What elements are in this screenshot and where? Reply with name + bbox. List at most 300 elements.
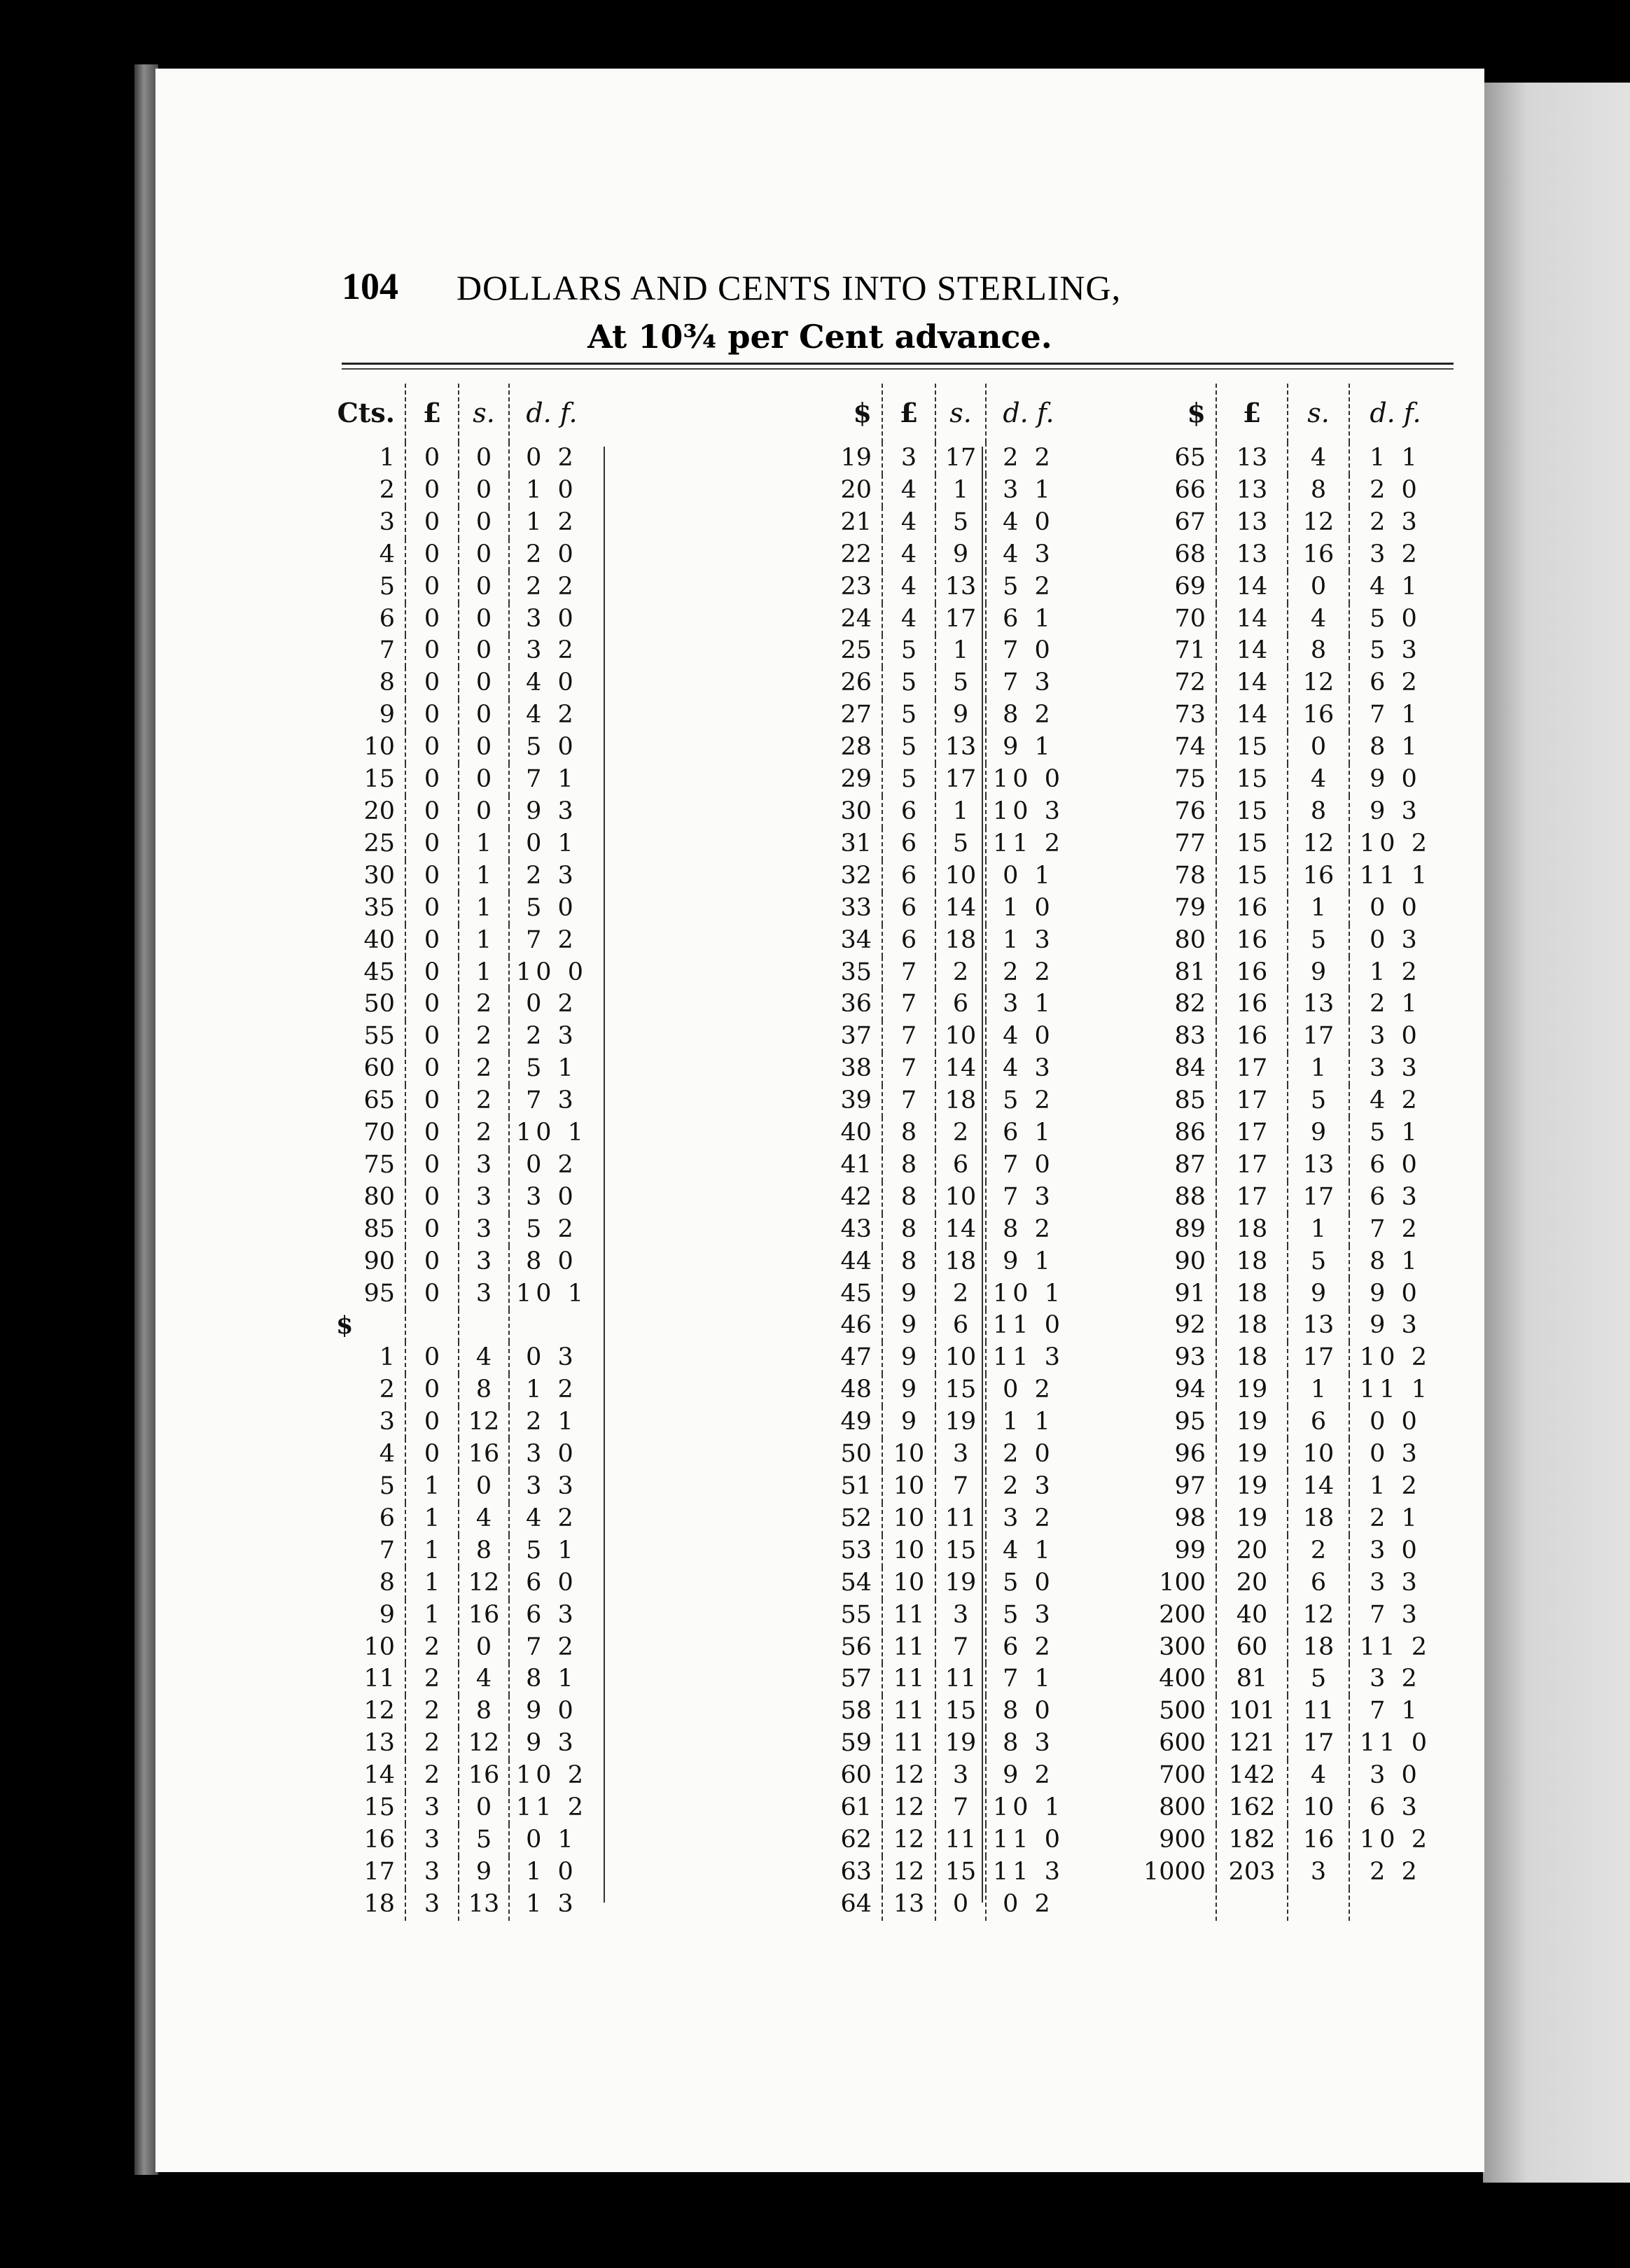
- pence-farthings-cell: 0 0: [1349, 1406, 1441, 1438]
- table-row: [330, 571, 594, 603]
- amount-cell: 17: [363, 1857, 395, 1886]
- shillings-cell: 15: [935, 1535, 986, 1567]
- table-row: [803, 571, 1071, 603]
- pence-farthings-cell: 2 2: [509, 571, 594, 603]
- amount-cell: 80: [363, 1182, 395, 1211]
- shillings-cell: 18: [935, 1085, 986, 1117]
- table-row: [1122, 1632, 1441, 1664]
- pence-farthings-cell: 5 3: [986, 1600, 1071, 1632]
- table-row: [330, 442, 594, 475]
- amount-cell: 34: [840, 925, 872, 954]
- column-header: d. f.: [509, 384, 594, 442]
- pence-farthings-cell: 4 1: [986, 1535, 1071, 1567]
- shillings-cell: 16: [459, 1600, 509, 1632]
- amount-cell: 41: [840, 1150, 872, 1179]
- pounds-cell: 8: [882, 1182, 935, 1214]
- table-row: [1122, 442, 1441, 475]
- shillings-cell: 1: [1288, 892, 1349, 925]
- amount-cell: 100: [1159, 1568, 1206, 1597]
- shillings-cell: 16: [1288, 1824, 1349, 1856]
- table-row: [803, 1085, 1071, 1117]
- shillings-cell: 0: [459, 732, 509, 764]
- table-row: [1122, 539, 1441, 571]
- shillings-cell: 17: [1288, 1728, 1349, 1760]
- table-row: [330, 860, 594, 892]
- shillings-cell: 1: [459, 860, 509, 892]
- pounds-cell: 11: [882, 1728, 935, 1760]
- column-header: $: [1187, 397, 1206, 428]
- pounds-cell: 12: [882, 1792, 935, 1824]
- amount-cell: 19: [840, 444, 872, 472]
- pounds-cell: 10: [882, 1503, 935, 1535]
- table-row: [330, 1246, 594, 1278]
- pounds-cell: 203: [1216, 1856, 1288, 1889]
- table-row: [1122, 1856, 1441, 1889]
- shillings-cell: 2: [459, 988, 509, 1021]
- shillings-cell: 19: [935, 1406, 986, 1438]
- pounds-cell: 0: [405, 1021, 459, 1053]
- column-header: s.: [1288, 384, 1349, 442]
- shillings-cell: 7: [935, 1792, 986, 1824]
- header-rule-thin: [342, 368, 1454, 370]
- amount-cell: 10: [363, 733, 395, 762]
- amount-cell: 87: [1174, 1150, 1206, 1179]
- table-row: [803, 699, 1071, 732]
- table-row: [803, 1182, 1071, 1214]
- table-row: [330, 1632, 594, 1664]
- table-row: [330, 1535, 594, 1567]
- shillings-cell: 10: [1288, 1438, 1349, 1471]
- pence-farthings-cell: 8 2: [986, 1214, 1071, 1246]
- shillings-cell: 16: [1288, 539, 1349, 571]
- shillings-cell: 6: [935, 988, 986, 1021]
- amount-cell: 61: [840, 1793, 872, 1822]
- pounds-cell: 4: [882, 571, 935, 603]
- shillings-cell: 3: [459, 1182, 509, 1214]
- shillings-cell: 11: [1288, 1695, 1349, 1728]
- pence-farthings-cell: 6 0: [509, 1567, 594, 1600]
- amount-cell: 83: [1174, 1022, 1206, 1051]
- pounds-cell: 4: [882, 603, 935, 636]
- pence-farthings-cell: 1 3: [509, 1889, 594, 1921]
- table-row: [803, 539, 1071, 571]
- table-row: [330, 1824, 594, 1856]
- pounds-cell: 5: [882, 667, 935, 699]
- pounds-cell: 0: [405, 764, 459, 796]
- table-row: [1122, 957, 1441, 989]
- amount-cell: 73: [1174, 701, 1206, 729]
- pounds-cell: 13: [1216, 475, 1288, 507]
- table-row: [803, 1214, 1071, 1246]
- column-divider: [604, 447, 605, 1903]
- pounds-cell: 2: [405, 1760, 459, 1792]
- amount-cell: 700: [1159, 1761, 1206, 1790]
- shillings-cell: 12: [1288, 507, 1349, 539]
- table-row: [803, 1856, 1071, 1889]
- amount-cell: 49: [840, 1408, 872, 1436]
- pounds-cell: 16: [1216, 892, 1288, 925]
- pounds-cell: 16: [1216, 988, 1288, 1021]
- amount-cell: 66: [1174, 475, 1206, 504]
- amount-cell: 59: [840, 1729, 872, 1758]
- amount-cell: 84: [1174, 1054, 1206, 1083]
- pence-farthings-cell: 4 1: [1349, 571, 1441, 603]
- pence-farthings-cell: 11 2: [986, 828, 1071, 860]
- shillings-cell: 1: [935, 796, 986, 828]
- page-subtitle: At 10¾ per Cent advance.: [587, 318, 1052, 356]
- shillings-cell: 8: [1288, 796, 1349, 828]
- table-row: [803, 1053, 1071, 1085]
- amount-cell: 900: [1159, 1825, 1206, 1854]
- table-row: [1122, 1278, 1441, 1310]
- shillings-cell: 0: [1288, 571, 1349, 603]
- table-row: [330, 1021, 594, 1053]
- pence-farthings-cell: 9 1: [986, 732, 1071, 764]
- table-row: [1122, 1149, 1441, 1182]
- table-row: [1122, 1214, 1441, 1246]
- pounds-cell: 3: [405, 1889, 459, 1921]
- pounds-cell: 0: [405, 475, 459, 507]
- pounds-cell: 8: [882, 1149, 935, 1182]
- pounds-cell: 101: [1216, 1695, 1288, 1728]
- pence-farthings-cell: 3 1: [986, 475, 1071, 507]
- amount-cell: 95: [1174, 1408, 1206, 1436]
- amount-cell: 12: [363, 1697, 395, 1726]
- table-row: [330, 1792, 594, 1824]
- pence-farthings-cell: 7 1: [509, 764, 594, 796]
- pounds-cell: 9: [882, 1406, 935, 1438]
- column-header: £: [882, 384, 935, 442]
- pence-farthings-cell: 2 1: [509, 1406, 594, 1438]
- pence-farthings-cell: 2 1: [1349, 988, 1441, 1021]
- pounds-cell: 7: [882, 1053, 935, 1085]
- pounds-cell: 12: [882, 1856, 935, 1889]
- amount-cell: 14: [363, 1761, 395, 1790]
- pounds-cell: 0: [405, 571, 459, 603]
- pounds-cell: 0: [405, 828, 459, 860]
- table-row: [330, 1085, 594, 1117]
- pence-farthings-cell: 1 1: [986, 1406, 1071, 1438]
- pounds-cell: 20: [1216, 1567, 1288, 1600]
- shillings-cell: 2: [935, 1278, 986, 1310]
- table-row: [803, 925, 1071, 957]
- pence-farthings-cell: 10 3: [986, 796, 1071, 828]
- pence-farthings-cell: 7 0: [986, 1149, 1071, 1182]
- shillings-cell: 2: [935, 1117, 986, 1149]
- amount-cell: 45: [840, 1279, 872, 1308]
- amount-cell: 93: [1174, 1343, 1206, 1372]
- amount-cell: 38: [840, 1054, 872, 1083]
- shillings-cell: 13: [935, 571, 986, 603]
- pounds-cell: 18: [1216, 1342, 1288, 1374]
- amount-cell: 7: [379, 1536, 395, 1564]
- pounds-cell: 0: [405, 667, 459, 699]
- amount-cell: 800: [1159, 1793, 1206, 1822]
- shillings-cell: 13: [935, 732, 986, 764]
- pounds-cell: 0: [405, 1214, 459, 1246]
- amount-cell: 16: [363, 1825, 395, 1854]
- pence-farthings-cell: 4 2: [509, 1503, 594, 1535]
- pence-farthings-cell: 7 1: [986, 1663, 1071, 1695]
- table-row: [1122, 1310, 1441, 1342]
- table-row: [803, 764, 1071, 796]
- table-row: [1122, 1471, 1441, 1503]
- shillings-cell: 0: [459, 699, 509, 732]
- shillings-cell: 16: [459, 1438, 509, 1471]
- amount-cell: 25: [840, 636, 872, 665]
- pounds-cell: 1: [405, 1471, 459, 1503]
- pounds-cell: 19: [1216, 1503, 1288, 1535]
- pence-farthings-cell: 8 1: [1349, 732, 1441, 764]
- shillings-cell: 5: [935, 828, 986, 860]
- pounds-cell: 15: [1216, 860, 1288, 892]
- pounds-cell: 6: [882, 892, 935, 925]
- pounds-cell: 60: [1216, 1632, 1288, 1664]
- shillings-cell: 5: [1288, 925, 1349, 957]
- table-row: [330, 603, 594, 636]
- amount-cell: 15: [363, 765, 395, 794]
- pounds-cell: 182: [1216, 1824, 1288, 1856]
- table-row: [1122, 1342, 1441, 1374]
- pounds-cell: 15: [1216, 732, 1288, 764]
- table-row: [330, 475, 594, 507]
- table-row: [803, 988, 1071, 1021]
- table-row: [330, 1856, 594, 1889]
- pence-farthings-cell: 3 0: [509, 603, 594, 636]
- table-row: [1122, 1889, 1441, 1921]
- pounds-cell: 0: [405, 1182, 459, 1214]
- amount-cell: 40: [363, 925, 395, 954]
- amount-cell: 77: [1174, 829, 1206, 858]
- pounds-cell: 0: [405, 1053, 459, 1085]
- amount-cell: 74: [1174, 733, 1206, 762]
- shillings-cell: 5: [459, 1824, 509, 1856]
- table-row: [803, 1246, 1071, 1278]
- table-row: [1122, 1567, 1441, 1600]
- pence-farthings-cell: 1 2: [1349, 1471, 1441, 1503]
- pounds-cell: 7: [882, 988, 935, 1021]
- column-header: £: [1216, 384, 1288, 442]
- pounds-cell: 16: [1216, 957, 1288, 989]
- shillings-cell: 1: [1288, 1053, 1349, 1085]
- table-row: [1122, 1182, 1441, 1214]
- pence-farthings-cell: 3 2: [1349, 539, 1441, 571]
- shillings-cell: 0: [459, 1632, 509, 1664]
- table-row: [330, 699, 594, 732]
- shillings-cell: 5: [1288, 1663, 1349, 1695]
- pence-farthings-cell: 5 2: [986, 571, 1071, 603]
- shillings-cell: 13: [1288, 1310, 1349, 1342]
- pence-farthings-cell: 2 0: [1349, 475, 1441, 507]
- amount-cell: 56: [840, 1632, 872, 1661]
- pence-farthings-cell: 2 2: [1349, 1856, 1441, 1889]
- amount-cell: 4: [379, 1440, 395, 1469]
- pounds-cell: 19: [1216, 1438, 1288, 1471]
- pence-farthings-cell: 4 2: [1349, 1085, 1441, 1117]
- table-row: [330, 1728, 594, 1760]
- pence-farthings-cell: 6 1: [986, 1117, 1071, 1149]
- shillings-cell: 5: [935, 667, 986, 699]
- table-row: [330, 828, 594, 860]
- pence-farthings-cell: 7 3: [986, 1182, 1071, 1214]
- pounds-cell: 0: [405, 1149, 459, 1182]
- pence-farthings-cell: 9 0: [1349, 764, 1441, 796]
- pence-farthings-cell: 3 2: [509, 635, 594, 667]
- pence-farthings-cell: 11 0: [1349, 1728, 1441, 1760]
- pounds-cell: 17: [1216, 1053, 1288, 1085]
- pounds-cell: 16: [1216, 925, 1288, 957]
- pounds-cell: 2: [405, 1632, 459, 1664]
- pounds-cell: 18: [1216, 1214, 1288, 1246]
- table-row: [803, 507, 1071, 539]
- shillings-cell: 0: [459, 764, 509, 796]
- pence-farthings-cell: 6 3: [1349, 1792, 1441, 1824]
- table-row: [1122, 699, 1441, 732]
- table-row: [1122, 1728, 1441, 1760]
- pence-farthings-cell: 4 0: [986, 1021, 1071, 1053]
- pence-farthings-cell: 9 3: [1349, 796, 1441, 828]
- pounds-cell: 14: [1216, 699, 1288, 732]
- amount-cell: 30: [840, 797, 872, 825]
- amount-cell: 6: [379, 604, 395, 633]
- amount-cell: 99: [1174, 1536, 1206, 1564]
- amount-cell: 86: [1174, 1119, 1206, 1147]
- pounds-cell: 9: [882, 1374, 935, 1406]
- pounds-cell: 15: [1216, 828, 1288, 860]
- pounds-cell: 0: [405, 957, 459, 989]
- pounds-cell: 0: [405, 539, 459, 571]
- pence-farthings-cell: 7 3: [986, 667, 1071, 699]
- pence-farthings-cell: 10 2: [1349, 1342, 1441, 1374]
- pounds-cell: 12: [882, 1760, 935, 1792]
- amount-cell: 42: [840, 1182, 872, 1211]
- amount-cell: 65: [1174, 444, 1206, 472]
- pounds-cell: 15: [1216, 764, 1288, 796]
- amount-cell: 88: [1174, 1182, 1206, 1211]
- table-row: [330, 1503, 594, 1535]
- table-row: [330, 1471, 594, 1503]
- shillings-cell: 3: [935, 1438, 986, 1471]
- amount-cell: 51: [840, 1472, 872, 1500]
- pounds-cell: 3: [882, 442, 935, 475]
- shillings-cell: 3: [935, 1760, 986, 1792]
- table-row: [330, 1374, 594, 1406]
- pounds-cell: [405, 1310, 459, 1342]
- pounds-cell: 2: [405, 1663, 459, 1695]
- table-row: [330, 1406, 594, 1438]
- table-row: [803, 860, 1071, 892]
- table-row: [1122, 1535, 1441, 1567]
- shillings-cell: 0: [459, 635, 509, 667]
- amount-cell: 58: [840, 1697, 872, 1726]
- table-header-row: [1122, 384, 1441, 442]
- shillings-cell: 2: [459, 1053, 509, 1085]
- amount-cell: 53: [840, 1536, 872, 1564]
- shillings-cell: 13: [1288, 988, 1349, 1021]
- amount-cell: 10: [363, 1632, 395, 1661]
- shillings-cell: 15: [935, 1856, 986, 1889]
- pounds-cell: 12: [882, 1824, 935, 1856]
- amount-cell: 35: [840, 958, 872, 986]
- shillings-cell: 8: [1288, 475, 1349, 507]
- pence-farthings-cell: 11 2: [1349, 1632, 1441, 1664]
- pence-farthings-cell: 6 2: [986, 1632, 1071, 1664]
- pounds-cell: 13: [882, 1889, 935, 1921]
- shillings-cell: 0: [459, 507, 509, 539]
- shillings-cell: 0: [459, 1471, 509, 1503]
- pounds-cell: 6: [882, 796, 935, 828]
- table-row: [1122, 1792, 1441, 1824]
- pounds-cell: 8: [882, 1214, 935, 1246]
- amount-cell: 300: [1159, 1632, 1206, 1661]
- table-row: [803, 1600, 1071, 1632]
- shillings-cell: 14: [935, 1214, 986, 1246]
- shillings-cell: 1: [935, 635, 986, 667]
- pounds-cell: 17: [1216, 1085, 1288, 1117]
- amount-cell: 71: [1174, 636, 1206, 665]
- shillings-cell: 7: [935, 1471, 986, 1503]
- amount-cell: 90: [1174, 1247, 1206, 1275]
- pounds-cell: 11: [882, 1600, 935, 1632]
- pence-farthings-cell: 11 1: [1349, 860, 1441, 892]
- pence-farthings-cell: 7 0: [986, 635, 1071, 667]
- amount-cell: 97: [1174, 1472, 1206, 1500]
- amount-cell: 9: [379, 701, 395, 729]
- amount-cell: 52: [840, 1504, 872, 1532]
- table-row: [330, 764, 594, 796]
- pounds-cell: 0: [405, 1342, 459, 1374]
- table-row: [330, 1695, 594, 1728]
- pence-farthings-cell: 3 0: [509, 1438, 594, 1471]
- pounds-cell: 3: [405, 1824, 459, 1856]
- pounds-cell: 7: [882, 1085, 935, 1117]
- table-row: [803, 1889, 1071, 1921]
- table-row: [330, 1278, 594, 1310]
- amount-cell: 37: [840, 1022, 872, 1051]
- pence-farthings-cell: 2 1: [1349, 1503, 1441, 1535]
- pounds-cell: 0: [405, 699, 459, 732]
- shillings-cell: 4: [459, 1663, 509, 1695]
- column-header: $: [853, 397, 872, 428]
- pounds-cell: 0: [405, 1085, 459, 1117]
- amount-cell: 15: [363, 1793, 395, 1822]
- amount-cell: 60: [363, 1054, 395, 1083]
- table-row: [330, 635, 594, 667]
- shillings-cell: 18: [935, 925, 986, 957]
- amount-cell: 91: [1174, 1279, 1206, 1308]
- table-row: [1122, 507, 1441, 539]
- pence-farthings-cell: 8 1: [509, 1663, 594, 1695]
- amount-cell: 26: [840, 668, 872, 697]
- pence-farthings-cell: 10 1: [986, 1278, 1071, 1310]
- pence-farthings-cell: 10 2: [1349, 828, 1441, 860]
- pence-farthings-cell: 10 0: [986, 764, 1071, 796]
- table-row: [1122, 635, 1441, 667]
- pounds-cell: 4: [882, 475, 935, 507]
- shillings-cell: 0: [459, 667, 509, 699]
- shillings-cell: 12: [459, 1567, 509, 1600]
- table-row: [803, 1695, 1071, 1728]
- pence-farthings-cell: 0 1: [986, 860, 1071, 892]
- pence-farthings-cell: 5 0: [1349, 603, 1441, 636]
- pence-farthings-cell: 7 3: [1349, 1600, 1441, 1632]
- table-row: [803, 732, 1071, 764]
- pence-farthings-cell: 3 3: [509, 1471, 594, 1503]
- amount-cell: 18: [363, 1889, 395, 1918]
- shillings-cell: 1: [459, 957, 509, 989]
- table-row: [803, 1342, 1071, 1374]
- pounds-cell: 142: [1216, 1760, 1288, 1792]
